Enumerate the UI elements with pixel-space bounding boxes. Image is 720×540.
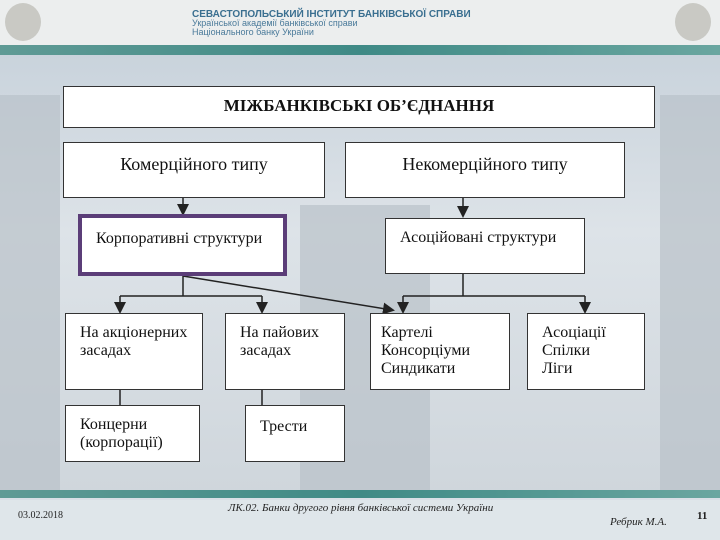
unions-item: Спілки bbox=[542, 342, 590, 359]
footer-author: Ребрик М.А. bbox=[610, 516, 667, 528]
footer-lecture: ЛК.02. Банки другого рівня банківської системи України bbox=[228, 502, 494, 514]
associations-item: Асоціації bbox=[542, 324, 606, 341]
cartels-box bbox=[370, 313, 510, 390]
noncommercial-type-box: Некомерційного типу bbox=[345, 142, 625, 198]
leagues-item: Ліги bbox=[542, 360, 573, 377]
commercial-type-box: Комерційного типу bbox=[63, 142, 325, 198]
associated-structures-box: Асоційовані структури bbox=[385, 218, 585, 274]
trusts-box: Трести bbox=[245, 405, 345, 462]
associations-box bbox=[527, 313, 645, 390]
cartels-item: Картелі bbox=[381, 324, 433, 341]
header-line2: Української академії банківської справи bbox=[192, 18, 358, 28]
consortiums-item: Консорціуми bbox=[381, 342, 471, 359]
bottom-band bbox=[0, 490, 720, 498]
syndicates-item: Синдикати bbox=[381, 360, 456, 377]
footer-date: 03.02.2018 bbox=[18, 510, 63, 521]
institute-name: СЕВАСТОПОЛЬСЬКИЙ ІНСТИТУТ БАНКІВСЬКОЇ СПРАВИ bbox=[192, 9, 471, 20]
diagram-title: МІЖБАНКІВСЬКІ ОБ’ЄДНАННЯ bbox=[63, 86, 655, 128]
joint-stock-box: На акціонерних засадах bbox=[65, 313, 203, 390]
header-line3: Національного банку України bbox=[192, 27, 314, 37]
concerns-box: Концерни (корпорації) bbox=[65, 405, 200, 462]
page-number: 11 bbox=[697, 510, 708, 522]
share-basis-box: На пайових засадах bbox=[225, 313, 345, 390]
corporate-structures-box: Корпоративні структури bbox=[78, 214, 287, 276]
